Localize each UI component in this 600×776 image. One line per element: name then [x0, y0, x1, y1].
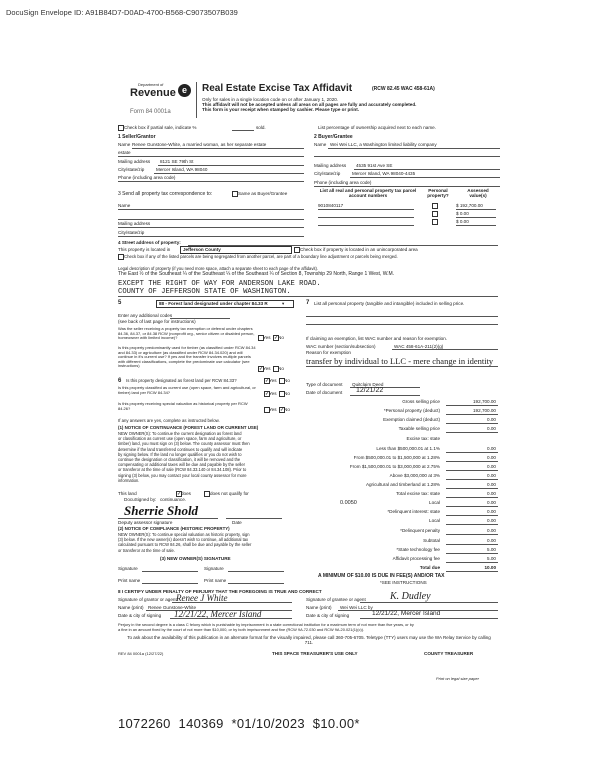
tax-row-label: *State technology fee: [396, 547, 440, 552]
this-land-label: This land: [118, 491, 137, 496]
tax-row-label: Local: [429, 518, 440, 523]
partial-sale-label: Check box if partial sale, indicate %: [124, 125, 197, 130]
continuance-word: continuance.: [160, 497, 187, 502]
legal-description-except-1[interactable]: EXCEPT THE RIGHT OF WAY FOR ANDERSON LAKE ROAD.: [118, 280, 321, 288]
reason-label: Reason for exemption: [306, 350, 351, 355]
tax-row-label: Local: [429, 500, 440, 505]
perjury-notice-1: Perjury in the second degree is a class C felony which is punishable by imprisonment in a state correctional institution for a maximum term of not more than five years, or by: [118, 622, 414, 627]
tax-row-label: Gross selling price: [402, 399, 440, 404]
print-legal-size-note: Print on legal size paper: [436, 676, 479, 681]
tax-row-value[interactable]: 0.00: [487, 455, 496, 460]
tax-row-label: Total due: [419, 565, 440, 570]
personal-property-column-header: Personal property?: [427, 188, 449, 199]
any-answers-note: If any answers are yes, complete as instructed below.: [118, 418, 220, 423]
tax-row-value[interactable]: 5.00: [487, 547, 496, 552]
assessed-value[interactable]: $ 192,700.00: [456, 203, 483, 208]
deputy-date-label: Date: [232, 520, 242, 525]
continuance-heading: (1) NOTICE OF CONTINUANCE (FOREST LAND OR CURRENT USE): [118, 425, 259, 430]
tax-row-value[interactable]: 0.00: [487, 518, 496, 523]
assessed-value-column-header: Assessed value(s): [467, 188, 489, 199]
does-qualify-label: does: [181, 491, 191, 496]
county-treasurer-label: COUNTY TREASURER: [424, 651, 474, 656]
seller-mailing-label: Mailing address: [118, 159, 151, 164]
buyer-phone-label: Phone (including area code): [314, 180, 372, 185]
forest-yes-label: Yes: [269, 378, 277, 383]
personal-property-instruction: List all personal property (tangible and intangible) included in selling price.: [314, 301, 465, 306]
new-owner-signature-label-2: Signature: [204, 566, 224, 571]
tax-row-label: Less than $500,000.01 at 1.1%: [376, 446, 440, 451]
certify-heading: 8 I CERTIFY UNDER PENALTY OF PERJURY THAT THE FOREGOING IS TRUE AND CORRECT: [118, 589, 322, 594]
buyer-name[interactable]: Wei Wei LLC, a Washington limited liability company: [330, 142, 437, 147]
historic-no-checkbox[interactable]: ✓: [280, 407, 284, 412]
tax-row-label: From $1,500,000.01 to $3,000,000 at 2.75%: [349, 464, 440, 469]
exemption-question: Was the seller receiving a property tax exemption or deferral under chapters 84.36, 84.37, or 84.38 RCW (nonprofit org., senior citizen or disabled person, homeowner with limited income)?: [118, 326, 255, 341]
parcel-number[interactable]: 9010840117: [318, 203, 344, 208]
buyer-heading: 2 Buyer/Grantee: [314, 134, 353, 140]
header-note-1: Only for sales in a single location code on or after January 1, 2020.: [202, 97, 339, 102]
current-use-no-label: No: [284, 391, 290, 396]
wac-number-label: WAC number (section/subsection): [306, 344, 376, 349]
forest-land-question: Is this property designated as forest land per RCW 84.33?: [126, 378, 237, 383]
reason-value[interactable]: transfer by individual to LLC - mere change in identity: [306, 356, 494, 366]
located-in-label: This property is located in: [118, 247, 171, 252]
document-date-label: Date of document: [306, 390, 343, 395]
tax-row-label: *Delinquent penalty: [400, 528, 440, 533]
seller-mailing[interactable]: 8121 SE 79th St: [160, 159, 194, 164]
seller-city-label: City/state/zip: [118, 167, 145, 172]
tax-row-label: *Delinquent interest: state: [387, 509, 440, 514]
q2-yes-checkbox[interactable]: ✓: [259, 366, 263, 371]
tax-row-label: Subtotal: [423, 538, 440, 543]
current-use-yes-label: Yes: [269, 391, 277, 396]
tax-row-label: Excise tax: state: [406, 436, 440, 441]
buyer-mailing-label: Mailing address: [314, 163, 347, 168]
seller-name-label: Name: [118, 142, 131, 147]
correspondence-city-label: City/state/zip: [118, 230, 145, 235]
land-use-dropdown-icon[interactable]: ▾: [282, 301, 285, 306]
same-as-buyer-label: Same as Buyer/Grantee: [238, 191, 288, 196]
legal-description-intro[interactable]: The East ½ of the Southeast ¼ of the Southeast ¼ of the Southeast ¼ of Section 8, Township 29 North, Range 1 West, W.M.: [118, 271, 395, 277]
tax-row-label: From $500,000.01 to $1,500,000 at 1.28%: [353, 455, 440, 460]
assessed-value[interactable]: $ 0.00: [456, 219, 469, 224]
grantor-signature[interactable]: Renee J White: [176, 593, 228, 603]
buyer-city-label: City/state/zip: [314, 171, 341, 176]
tax-row-value[interactable]: 0.00: [487, 538, 496, 543]
q2-yes-label: Yes: [263, 366, 271, 371]
tax-row-label: Agricultural and timberland at 1.28%: [365, 482, 440, 487]
tax-row-value[interactable]: 0.00: [487, 473, 496, 478]
compliance-text: NEW OWNER(S): To continue special valuation as historic property, sign (3) below. If the new owner(s) doesn't wish to continue, all additional tax calculated pursuant to RCW 84.26, shall be due and payable by the seller or transferor at the time of sale.: [118, 532, 252, 553]
document-type-label: Type of document: [306, 382, 343, 387]
section-7-number: 7: [306, 300, 310, 306]
grantee-name[interactable]: Wei Wei LLC by: [340, 605, 373, 610]
treasurer-use-label: THIS SPACE TREASURER'S USE ONLY: [272, 651, 358, 656]
tax-row-value[interactable]: 192,700.00: [473, 399, 496, 404]
timber-agriculture-question: Is this property predominantly used for timber (as classified under RCW 84.34 and 84.33) or agriculture (as classified under RCW 84.34.020) and will continue in it's current use? If yes and the transfer involves multiple parcels with different classifications, complete the predominate use calculator (see instructions): [118, 345, 256, 369]
envelope-id: DocuSign Envelope ID: A91B84D7-D0AD-4700-B568-C9073507B039: [6, 8, 238, 17]
land-use-code[interactable]: 88 - Forest land designated under chapter 84.33 R: [159, 301, 268, 306]
grantor-name[interactable]: Renee Gunstone-White: [148, 605, 197, 610]
see-instructions-note: *SEE INSTRUCTIONS: [380, 580, 427, 585]
docusigned-label: DocuSigned by:: [124, 497, 157, 502]
document-type-value[interactable]: Quitclaim Deed: [352, 382, 384, 387]
local-rate[interactable]: 0.0050: [340, 500, 357, 506]
grantor-signature-label: Signature of grantor or agent: [118, 597, 177, 602]
seller-name[interactable]: Renee Gunstone-White, a married woman, as her separate estate: [132, 142, 267, 147]
buyer-mailing[interactable]: 4535 91st Ave SE: [356, 163, 393, 168]
forest-no-label: No: [284, 378, 290, 383]
wac-number-value[interactable]: WAC 458-61A-211(2)(g): [394, 344, 444, 349]
revenue-logo-icon: e: [178, 84, 191, 97]
unincorporated-label: Check box if property is located in an unincorporated area: [300, 247, 418, 252]
header-note-3: This form is your receipt when stamped by cashier. Please type or print.: [202, 107, 360, 112]
tax-row-label: *Personal property (deduct): [383, 408, 440, 413]
minimum-due-note: A MINIMUM OF $10.00 IS DUE IN FEE(S) AND/OR TAX: [318, 573, 445, 579]
section-5-number: 5: [118, 300, 122, 306]
street-address-heading: 4 Street address of property:: [118, 240, 181, 245]
personal-property-checkbox[interactable]: [432, 203, 438, 209]
ownership-note: List percentage of ownership acquired next to each name.: [318, 125, 436, 130]
grantee-name-label: Name (print): [306, 605, 332, 610]
grantee-signature-label: Signature of grantee or agent: [306, 597, 366, 602]
does-qualify-checkbox[interactable]: ✓: [177, 491, 181, 496]
form-header: [128, 82, 488, 122]
seller-phone-label: Phone (including area code): [118, 175, 176, 180]
tax-row-label: Exemption claimed (deduct): [383, 417, 440, 422]
brand-name: Revenue: [130, 87, 176, 99]
continuance-text: NEW OWNER(S): To continue the current designation as forest land or classification as current use (open space, farm and agriculture, or timber) land, you must sign on (3) below. The county assessor must then determine if the land transferred continues to qualify and will indicate by signing below. If the land no longer qualifies or you do not wish to continue the designation or classification, it will be removed and the compensating or additional taxes will be due and payable by the seller or transferor at the time of sale (RCW 84.33.140 or 84.34.108). Prior to signing (3) below, you may contact your local county assessor for more information.: [118, 431, 250, 483]
form-code: REV 84 0001a (12/27/22): [118, 651, 164, 656]
tax-row-value[interactable]: 0.00: [487, 482, 496, 487]
see-back-note: (see back of last page for instructions): [118, 319, 196, 324]
form-title: Real Estate Excise Tax Affidavit: [202, 83, 353, 94]
perjury-notice-2: a fine in an amount fixed by the court of not more than $10,000, or by both imprisonment and fine (RCW 9A.72.030 and RCW 9A.20.021(1)(c)).: [118, 627, 365, 632]
grantee-signature[interactable]: K. Dudley: [390, 591, 431, 602]
does-not-qualify-label: does not qualify for: [210, 491, 249, 496]
tax-row-value[interactable]: 0.00: [487, 426, 496, 431]
tax-row-value[interactable]: 192,700.00: [473, 408, 496, 413]
forest-yes-checkbox[interactable]: ✓: [265, 378, 269, 383]
grantor-date-city[interactable]: 12/21/22, Mercer Island: [174, 609, 262, 619]
tax-row-value[interactable]: 0.00: [487, 417, 496, 422]
seller-name-cont: estate: [118, 150, 131, 155]
parcels-column-header: List all real and personal property tax parcel account numbers: [319, 188, 417, 199]
brand-small: Department of: [138, 82, 164, 87]
current-use-yes-checkbox[interactable]: ✓: [265, 391, 269, 396]
county-value[interactable]: Jefferson County: [183, 247, 221, 252]
tax-row-label: Taxable selling price: [398, 426, 440, 431]
tax-row-value[interactable]: 0.00: [487, 491, 496, 496]
legal-description-except-2[interactable]: COUNTY OF JEFFERSON STATE OF WASHINGTON.: [118, 288, 291, 296]
historic-yes-label: Yes: [269, 407, 277, 412]
q1-yes-label: Yes: [263, 335, 271, 340]
alternate-format-notice: To ask about the availability of this publication in an alternate format for the visually impaired, please call 360-705-6705. Teletype (TTY) users may use the WA Relay Service by calling 711.: [127, 635, 491, 646]
seller-city[interactable]: Mercer Island, WA 98040: [156, 167, 208, 172]
new-owner-print-label-1: Print name: [118, 578, 141, 583]
assessed-value[interactable]: $ 0.00: [456, 211, 469, 216]
document-date-value[interactable]: 12/21/22: [356, 387, 384, 394]
tax-row-label: Above $3,000,000 at 3%: [389, 473, 440, 478]
tax-row-value[interactable]: 5.00: [487, 556, 496, 561]
seller-heading: 1 Seller/Grantor: [118, 134, 156, 140]
historic-question: Is this property receiving special valuation as historical property per RCW 84.26?: [118, 401, 248, 411]
partial-sale-sold: sold.: [256, 125, 266, 130]
form-number: Form 84 0001a: [130, 109, 171, 115]
recording-stamp: 1072260 140369 *01/10/2023 $10.00*: [118, 716, 360, 731]
rcw-reference: (RCW 82.45 WAC 458-61A): [372, 86, 435, 92]
tax-row-label: Total excise tax: state: [396, 491, 440, 496]
tax-row-value[interactable]: 0.00: [487, 528, 496, 533]
historic-no-label: No: [284, 407, 290, 412]
additional-codes-label: Enter any additional codes: [118, 313, 173, 318]
grantor-date-label: Date & city of signing: [118, 613, 162, 618]
q1-no-label: No: [278, 335, 284, 340]
section-6-number: 6: [118, 378, 122, 384]
buyer-name-label: Name: [314, 142, 327, 147]
tax-row-value[interactable]: 10.00: [484, 565, 496, 570]
tax-row-value[interactable]: 0.00: [487, 500, 496, 505]
correspondence-name-label: Name: [118, 203, 131, 208]
tax-row-value[interactable]: 0.00: [487, 509, 496, 514]
tax-row-value[interactable]: 0.00: [487, 464, 496, 469]
tax-row-label: Affidavit processing fee: [392, 556, 440, 561]
correspondence-mailing-label: Mailing address: [118, 221, 151, 226]
current-use-question: Is this property classified as current use (open space, farm and agricultural, or timber) land per RCW 84.34?: [118, 385, 256, 395]
deputy-signature-label: Deputy assessor signature: [118, 520, 173, 525]
grantor-name-label: Name (print): [118, 605, 144, 610]
personal-property-checkbox[interactable]: [432, 219, 438, 225]
q1-no-checkbox[interactable]: ✓: [274, 335, 278, 340]
deputy-assessor-signature[interactable]: Sherrie Shold: [124, 503, 199, 518]
segregated-label: Check box if any of the listed parcels are being segregated from another parcel, are part of a boundary line adjustment or parcels being merged.: [124, 254, 398, 259]
new-owner-signature-label-1: Signature: [118, 566, 138, 571]
correspondence-heading: 3 Send all property tax correspondence to:: [118, 191, 213, 197]
compliance-heading: (2) NOTICE OF COMPLIANCE (HISTORIC PROPERTY): [118, 526, 230, 531]
legal-description-label: Legal description of property (if you need more space, attach a separate sheet to each page of the affidavit).: [118, 266, 319, 271]
buyer-city[interactable]: Mercer Island, WA 98040-4435: [352, 171, 416, 176]
new-owner-print-label-2: Print name: [204, 578, 227, 583]
header-note-2: This affidavit will not be accepted unless all areas on all pages are fully and accurately completed.: [202, 102, 417, 107]
q2-no-label: No: [278, 366, 284, 371]
exemption-instruction: If claiming an exemption, list WAC number and reason for exemption.: [306, 336, 448, 341]
tax-row-value[interactable]: 0.00: [487, 446, 496, 451]
grantee-date-city[interactable]: 12/21/22, Mercer Island: [372, 610, 441, 617]
personal-property-checkbox[interactable]: [432, 211, 438, 217]
new-owner-heading: (3) NEW OWNER(S) SIGNATURE: [160, 556, 231, 561]
grantee-date-label: Date & city of signing: [306, 613, 350, 618]
